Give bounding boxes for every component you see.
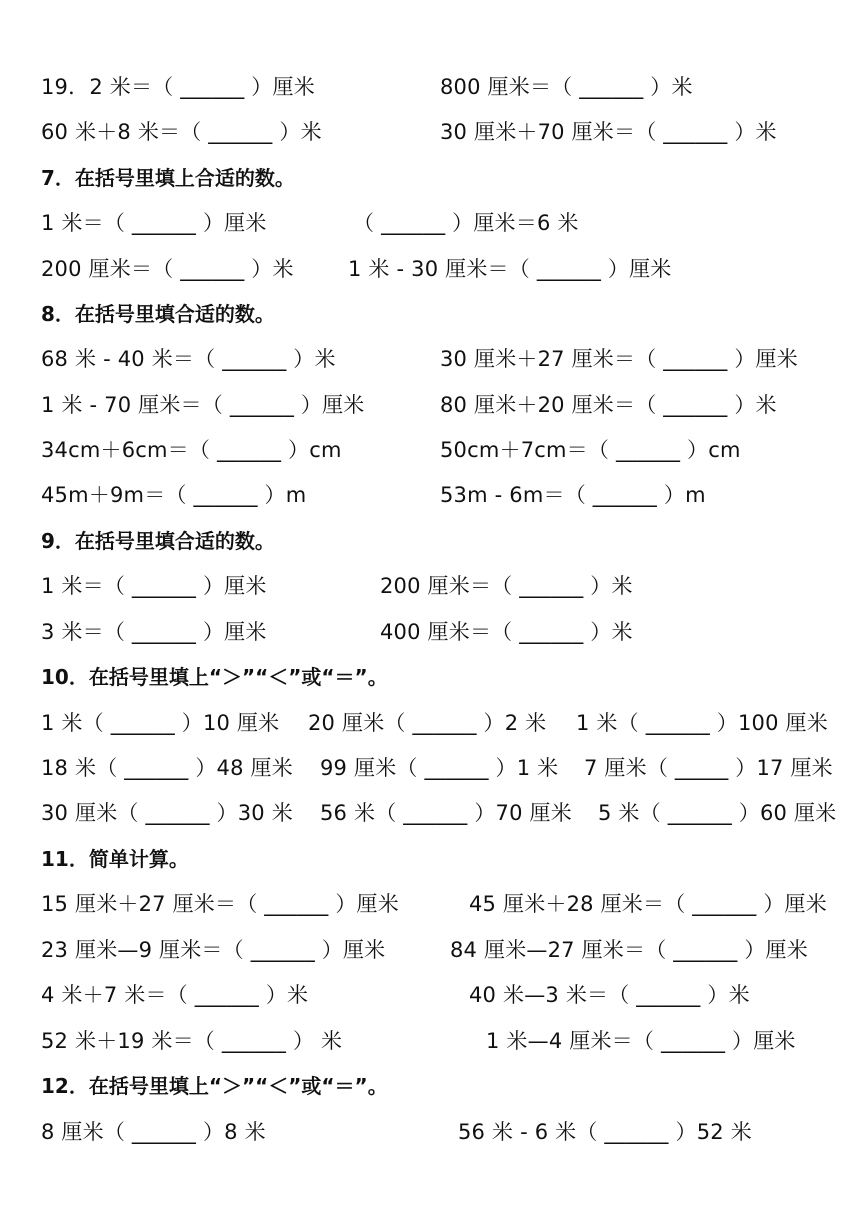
section-title: 12．在括号里填上“＞”“＜”或“＝”。 [41, 1074, 388, 1098]
problem: 200 厘米＝（ ______ ）米 [41, 257, 294, 281]
problem: 1 米—4 厘米＝（ ______ ）厘米 [486, 1029, 796, 1053]
problem: 56 米（ ______ ）70 厘米 [320, 801, 572, 825]
section-title: 9．在括号里填合适的数。 [41, 529, 275, 553]
problem: 50cm＋7cm＝（ ______ ）cm [440, 438, 741, 462]
problem: 1 米（ ______ ）100 厘米 [576, 711, 828, 735]
problem: 99 厘米（ ______ ）1 米 [320, 756, 559, 780]
problem: 30 厘米＋27 厘米＝（ ______ ）厘米 [440, 347, 798, 371]
problem: 40 米—3 米＝（ ______ ）米 [469, 983, 750, 1007]
problem: （ ______ ）厘米＝6 米 [353, 211, 579, 235]
problem: 1 米＝（ ______ ）厘米 [41, 574, 267, 598]
problem: 15 厘米＋27 厘米＝（ ______ ）厘米 [41, 892, 399, 916]
section-title: 10．在括号里填上“＞”“＜”或“＝”。 [41, 665, 388, 689]
problem: 80 厘米＋20 厘米＝（ ______ ）米 [440, 393, 777, 417]
problem: 1 米（ ______ ）10 厘米 [41, 711, 280, 735]
problem: 45m＋9m＝（ ______ ）m [41, 483, 307, 507]
problem: 8 厘米（ ______ ）8 米 [41, 1120, 266, 1144]
section-title: 8．在括号里填合适的数。 [41, 302, 275, 326]
problem: 84 厘米—27 厘米＝（ ______ ）厘米 [450, 938, 808, 962]
problem: 23 厘米—9 厘米＝（ ______ ）厘米 [41, 938, 386, 962]
problem: 60 米＋8 米＝（ ______ ）米 [41, 120, 322, 144]
problem: 52 米＋19 米＝（ ______ ） 米 [41, 1029, 343, 1053]
problem: 7 厘米（ _____ ）17 厘米 [584, 756, 833, 780]
problem: 18 米（ ______ ）48 厘米 [41, 756, 293, 780]
problem: 68 米 - 40 米＝（ ______ ）米 [41, 347, 336, 371]
problem: 34cm＋6cm＝（ ______ ）cm [41, 438, 342, 462]
problem: 45 厘米＋28 厘米＝（ ______ ）厘米 [469, 892, 827, 916]
problem: 800 厘米＝（ ______ ）米 [440, 75, 693, 99]
section-title: 11．简单计算。 [41, 847, 189, 871]
problem: 20 厘米（ ______ ）2 米 [308, 711, 547, 735]
problem: 1 米＝（ ______ ）厘米 [41, 211, 267, 235]
problem: 1 米 - 70 厘米＝（ ______ ）厘米 [41, 393, 365, 417]
problem: 30 厘米＋70 厘米＝（ ______ ）米 [440, 120, 777, 144]
problem: 3 米＝（ ______ ）厘米 [41, 620, 267, 644]
problem: 400 厘米＝（ ______ ）米 [380, 620, 633, 644]
problem: 19．2 米＝（ ______ ）厘米 [41, 75, 315, 99]
problem: 53m - 6m＝（ ______ ）m [440, 483, 706, 507]
problem: 56 米 - 6 米（ ______ ）52 米 [458, 1120, 752, 1144]
section-title: 7．在括号里填上合适的数。 [41, 166, 295, 190]
problem: 1 米 - 30 厘米＝（ ______ ）厘米 [348, 257, 672, 281]
problem: 4 米＋7 米＝（ ______ ）米 [41, 983, 309, 1007]
problem: 30 厘米（ ______ ）30 米 [41, 801, 293, 825]
problem: 5 米（ ______ ）60 厘米 [598, 801, 837, 825]
problem: 200 厘米＝（ ______ ）米 [380, 574, 633, 598]
